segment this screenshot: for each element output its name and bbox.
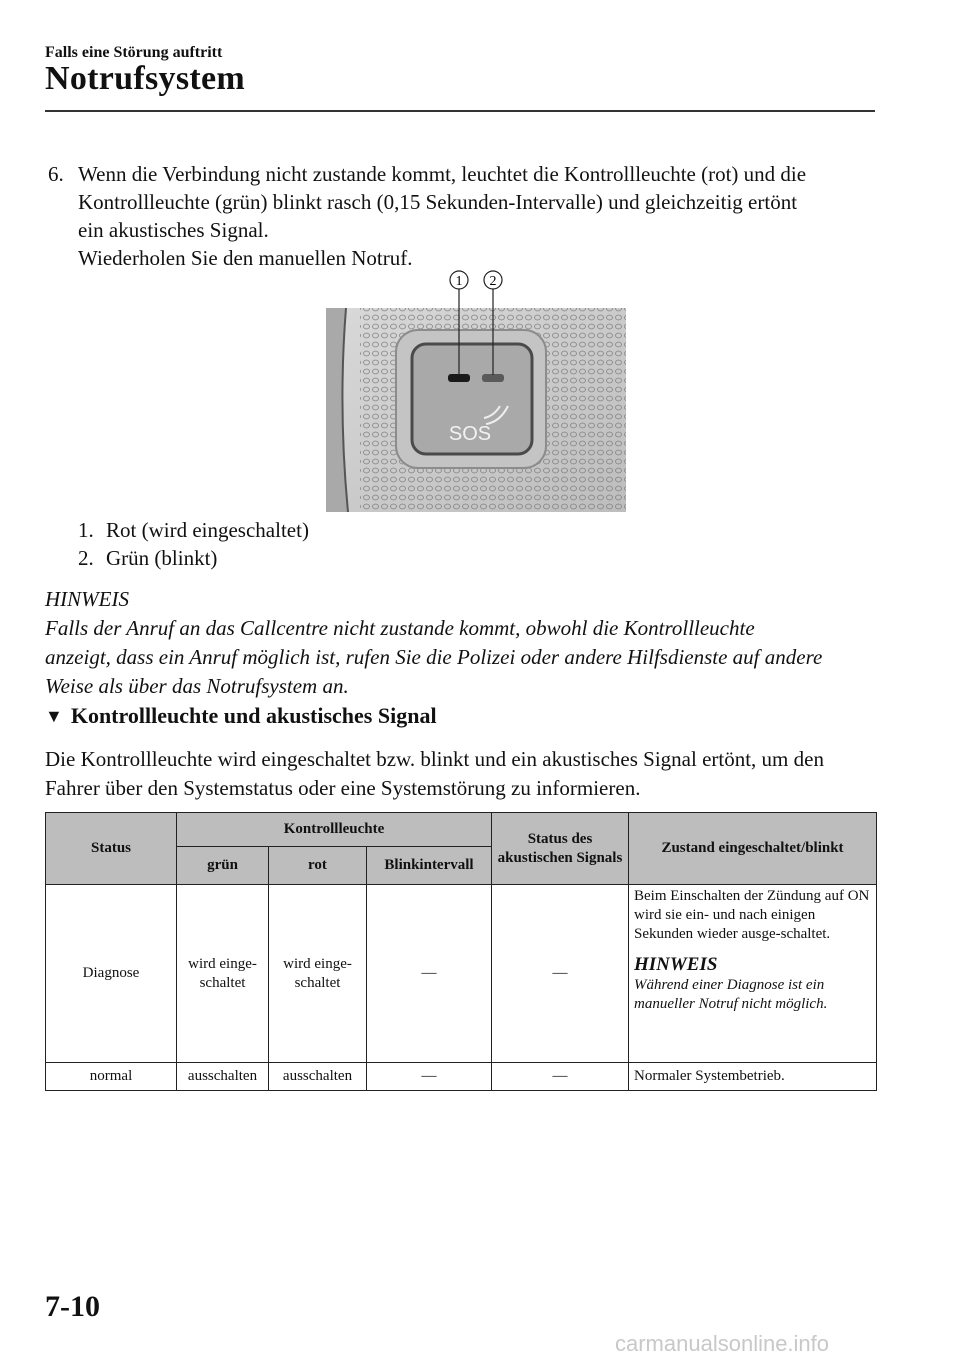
legend-number: 2. xyxy=(78,546,94,570)
header-rot: rot xyxy=(269,847,367,885)
cell-blinkintervall: — xyxy=(367,1063,492,1091)
green-indicator-light xyxy=(482,374,504,382)
header-status: Status xyxy=(46,813,177,885)
header-kontrollleuchte: Kontrollleuchte xyxy=(177,813,492,847)
header-blinkintervall: Blinkintervall xyxy=(367,847,492,885)
table-row xyxy=(46,885,877,1063)
step-number: 6. xyxy=(48,162,64,186)
subheading-text: Kontrollleuchte und akustisches Signal xyxy=(70,703,437,728)
sos-button-figure xyxy=(326,268,626,512)
status-table xyxy=(45,812,877,1091)
cell-status: Diagnose xyxy=(46,885,177,1063)
cell-rot: wird einge-schaltet xyxy=(269,885,367,1063)
page-number: 7-10 xyxy=(45,1290,100,1323)
step-line: ein akustisches Signal. xyxy=(78,218,269,242)
sos-label: SOS xyxy=(448,423,492,445)
red-indicator-light xyxy=(448,374,470,382)
paragraph-line: Die Kontrollleuchte wird eingeschaltet bzw. blinkt und ein akustisches Signal ertönt, um den xyxy=(45,747,824,771)
watermark: carmanualsonline.info xyxy=(615,1331,830,1356)
step-line: Wiederholen Sie den manuellen Notruf. xyxy=(78,246,413,270)
header-zustand: Zustand eingeschaltet/blinkt xyxy=(629,813,877,885)
legend-number: 1. xyxy=(78,518,94,542)
cell-note-heading: HINWEIS xyxy=(634,954,718,975)
header-gruen: grün xyxy=(177,847,269,885)
note-heading: HINWEIS xyxy=(45,587,129,611)
figure-legend xyxy=(78,516,309,572)
cell-status: normal xyxy=(46,1063,177,1091)
table-row xyxy=(46,1063,877,1091)
page-title: Notrufsystem xyxy=(45,60,245,97)
note-line: Weise als über das Notrufsystem an. xyxy=(45,674,349,698)
paragraph-line: Fahrer über den Systemstatus oder eine Systemstörung zu informieren. xyxy=(45,776,641,800)
subheading xyxy=(45,703,437,729)
cell-blinkintervall: — xyxy=(367,885,492,1063)
cell-note-text: Während einer Diagnose ist ein manueller Notruf nicht möglich. xyxy=(634,977,828,1012)
legend-item xyxy=(78,516,309,544)
note-line: anzeigt, dass ein Anruf möglich ist, rufen Sie die Polizei oder andere Hilfsdienste auf andere xyxy=(45,645,823,669)
step-line: Kontrollleuchte (grün) blinkt rasch (0,15 Sekunden-Intervalle) und gleichzeitig ertönt xyxy=(78,190,798,214)
title-divider xyxy=(45,110,875,112)
callout-number-2: 2 xyxy=(489,274,497,289)
callout-number-1: 1 xyxy=(455,274,463,289)
intro-paragraph xyxy=(45,745,885,803)
cell-zustand xyxy=(629,885,877,1063)
step-6 xyxy=(48,160,868,272)
legend-item xyxy=(78,544,309,572)
note-box xyxy=(45,585,875,701)
legend-text: Rot (wird eingeschaltet) xyxy=(106,518,309,542)
header-akustisch: Status des akustischen Signals xyxy=(492,813,629,885)
triangle-marker-icon: ▼ xyxy=(45,706,63,726)
cell-rot: ausschalten xyxy=(269,1063,367,1091)
cell-gruen: wird einge-schaltet xyxy=(177,885,269,1063)
cell-akustisch: — xyxy=(492,885,629,1063)
zustand-text: Beim Einschalten der Zündung auf ON wird sie ein- und nach einigen Sekunden wieder ausge-schaltet. xyxy=(634,888,870,942)
cell-zustand: Normaler Systembetrieb. xyxy=(629,1063,877,1091)
cell-akustisch: — xyxy=(492,1063,629,1091)
cell-gruen: ausschalten xyxy=(177,1063,269,1091)
legend-text: Grün (blinkt) xyxy=(106,546,218,570)
section-label: Falls eine Störung auftritt xyxy=(45,44,223,61)
note-line: Falls der Anruf an das Callcentre nicht zustande kommt, obwohl die Kontrollleuchte xyxy=(45,616,755,640)
step-line: Wenn die Verbindung nicht zustande kommt, leuchtet die Kontrollleuchte (rot) und die xyxy=(78,162,807,186)
